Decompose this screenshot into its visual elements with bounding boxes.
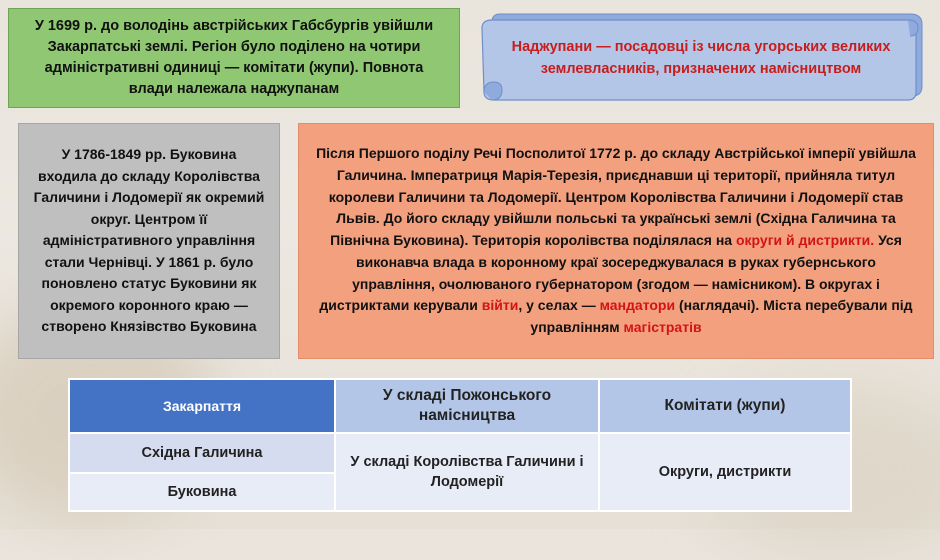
- halychyna-text-part: Уся виконавча влада в коронному краї зосереджувалася в руках губернського управління, очолюваного губернатором (згодом — намісником). В округах і дистриктами керували: [319, 232, 902, 314]
- row-label-halychyna: Східна Галичина: [69, 433, 335, 473]
- zakarpattia-info-box: [8, 8, 460, 108]
- row-label-bukovyna: Буковина: [69, 473, 335, 511]
- nadzhupany-definition-scroll: [470, 12, 932, 104]
- halychyna-text-part: (наглядачі). Міста перебували під управлінням: [530, 297, 913, 336]
- comparison-table: [68, 378, 852, 512]
- halychyna-paragraph: [313, 143, 919, 339]
- highlight-okruhy: округи й дистрикти.: [735, 232, 875, 249]
- highlight-mahistraty: магістратів: [623, 319, 702, 336]
- table-header-row: [69, 379, 851, 433]
- nadzhupany-text: Наджупани — посадовці із числа угорських великих землевласників, призначених намісництвом: [511, 39, 891, 77]
- bukovyna-text: У 1786-1849 рр. Буковина входила до складу Королівства Галичини і Лодомерії як окремий округ. Центром її адміністративного управління стали Чернівці. У 1861 р. було поновлено статус Буковини як окремого коронного краю — створено Князівство Буковина: [33, 146, 265, 335]
- merged-cell-okruhy: Округи, дистрикти: [599, 433, 851, 511]
- highlight-mandatory: мандатори: [599, 297, 676, 314]
- table-header-zakarpattia: Закарпаття: [69, 379, 335, 433]
- highlight-viity: війти: [481, 297, 519, 314]
- merged-cell-korolivstvo: У складі Королівства Галичини і Лодомерії: [335, 433, 599, 511]
- bukovyna-info-box: [18, 123, 280, 359]
- table-header-komitaty: Комітати (жупи): [599, 379, 851, 433]
- table-row: [69, 433, 851, 473]
- halychyna-info-box: [298, 123, 934, 359]
- zakarpattia-text: У 1699 р. до володінь австрійських Габсбургів увійшли Закарпатські землі. Регіон було поділено на чотири адміністративні одиниці — комітати (жупи). Повнота влади належала наджупанам: [34, 18, 434, 97]
- table-header-pozhonske: У складі Пожонського намісництва: [335, 379, 599, 433]
- halychyna-text-part: , у селах —: [518, 297, 600, 314]
- halychyna-text-part: Після Першого поділу Речі Посполитої 1772 р. до складу Австрійської імперії увійшла Галичина. Імператриця Марія-Терезія, приєднавши ці території, прийняла титул королеви Галичини та Лодомерії. Центром Королівства Галичини і Лодомерії став Львів. До його складу увійшли польські та українські землі (Східна Галичина та Північна Буковина). Територія королівства поділялася на: [316, 144, 916, 249]
